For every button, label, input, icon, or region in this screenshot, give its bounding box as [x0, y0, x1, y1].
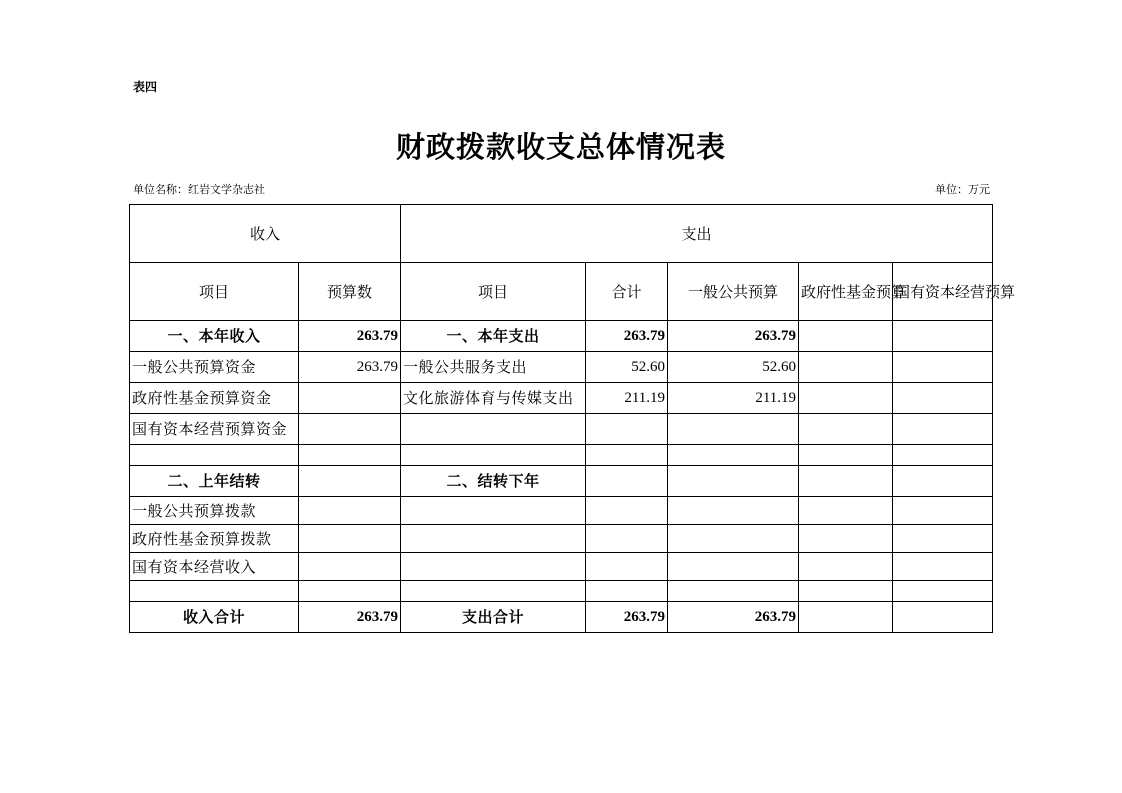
income-item-cell: 政府性基金预算拨款 — [130, 525, 299, 553]
expense-state-cell — [893, 581, 993, 602]
total-row — [130, 602, 993, 633]
income-budget-cell — [299, 414, 401, 445]
expense-item-cell — [401, 581, 586, 602]
expense-fund-cell — [799, 445, 893, 466]
budget-table — [129, 204, 1016, 633]
income-item-cell — [130, 581, 299, 602]
income-item-cell: 国有资本经营预算资金 — [130, 414, 299, 445]
income-total-value: 263.79 — [299, 602, 401, 633]
income-budget-cell — [299, 383, 401, 414]
expense-general-cell: 52.60 — [668, 352, 799, 383]
income-item-cell: 一般公共预算拨款 — [130, 497, 299, 525]
expense-total-cell — [586, 414, 668, 445]
income-budget-cell — [299, 466, 401, 497]
table-row — [130, 553, 993, 581]
income-budget-header: 预算数 — [299, 263, 401, 321]
expense-total-cell — [586, 445, 668, 466]
income-budget-cell — [299, 553, 401, 581]
header-row-group — [130, 205, 993, 263]
income-item-cell: 一、本年收入 — [130, 321, 299, 352]
expense-general-cell — [668, 414, 799, 445]
table-row — [130, 445, 993, 466]
table-row — [130, 581, 993, 602]
header-row-columns — [130, 263, 993, 321]
expense-fund-cell — [799, 581, 893, 602]
expense-fund-cell — [799, 352, 893, 383]
income-group-header: 收入 — [130, 205, 401, 263]
expense-item-header: 项目 — [401, 263, 586, 321]
expense-state-cell — [893, 466, 993, 497]
income-budget-cell: 263.79 — [299, 321, 401, 352]
expense-item-cell — [401, 497, 586, 525]
expense-state-cell — [893, 383, 993, 414]
expense-total-cell: 52.60 — [586, 352, 668, 383]
income-total-label: 收入合计 — [130, 602, 299, 633]
expense-item-cell — [401, 445, 586, 466]
table-row — [130, 466, 993, 497]
expense-total-cell: 263.79 — [586, 321, 668, 352]
expense-general-cell — [668, 553, 799, 581]
expense-general-cell: 263.79 — [668, 321, 799, 352]
table-row — [130, 321, 993, 352]
unit-label: 单位：万元 — [935, 183, 990, 196]
expense-total-cell — [586, 466, 668, 497]
expense-general-cell — [668, 581, 799, 602]
expense-state-cell — [893, 553, 993, 581]
income-budget-cell — [299, 525, 401, 553]
expense-item-cell — [401, 414, 586, 445]
expense-fund-total — [799, 602, 893, 633]
table-row — [130, 352, 993, 383]
expense-group-header: 支出 — [401, 205, 993, 263]
expense-state-total — [893, 602, 993, 633]
page-title: 财政拨款收支总体情况表 — [395, 130, 726, 164]
income-item-cell: 二、上年结转 — [130, 466, 299, 497]
expense-total-cell — [586, 581, 668, 602]
expense-state-cell — [893, 352, 993, 383]
expense-total-cell — [586, 553, 668, 581]
expense-total-header: 合计 — [586, 263, 668, 321]
expense-state-header: 国有资本经营预算 — [893, 263, 993, 321]
expense-fund-cell — [799, 466, 893, 497]
expense-state-cell — [893, 445, 993, 466]
expense-state-cell — [893, 497, 993, 525]
expense-fund-cell — [799, 525, 893, 553]
expense-item-cell: 二、结转下年 — [401, 466, 586, 497]
table-label: 表四 — [133, 80, 158, 94]
expense-general-cell — [668, 525, 799, 553]
expense-general-total: 263.79 — [668, 602, 799, 633]
income-item-cell: 政府性基金预算资金 — [130, 383, 299, 414]
unit-name: 单位名称：红岩文学杂志社 — [133, 183, 265, 196]
table-row — [130, 525, 993, 553]
income-item-cell — [130, 445, 299, 466]
income-item-cell: 国有资本经营收入 — [130, 553, 299, 581]
expense-general-cell — [668, 445, 799, 466]
expense-total-value: 263.79 — [586, 602, 668, 633]
table-row — [130, 414, 993, 445]
expense-general-cell — [668, 466, 799, 497]
expense-item-cell — [401, 553, 586, 581]
expense-general-cell: 211.19 — [668, 383, 799, 414]
expense-item-cell: 文化旅游体育与传媒支出 — [401, 383, 586, 414]
expense-total-label: 支出合计 — [401, 602, 586, 633]
table-row — [130, 383, 993, 414]
expense-fund-header: 政府性基金预算 — [799, 263, 893, 321]
table-row — [130, 497, 993, 525]
expense-fund-cell — [799, 553, 893, 581]
expense-item-cell: 一、本年支出 — [401, 321, 586, 352]
income-budget-cell: 263.79 — [299, 352, 401, 383]
expense-state-cell — [893, 525, 993, 553]
expense-total-cell — [586, 497, 668, 525]
income-item-header: 项目 — [130, 263, 299, 321]
expense-general-header: 一般公共预算 — [668, 263, 799, 321]
expense-total-cell — [586, 525, 668, 553]
expense-fund-cell — [799, 497, 893, 525]
expense-fund-cell — [799, 321, 893, 352]
expense-total-cell: 211.19 — [586, 383, 668, 414]
income-budget-cell — [299, 581, 401, 602]
expense-general-cell — [668, 497, 799, 525]
expense-item-cell — [401, 525, 586, 553]
expense-fund-cell — [799, 414, 893, 445]
income-item-cell: 一般公共预算资金 — [130, 352, 299, 383]
expense-item-cell: 一般公共服务支出 — [401, 352, 586, 383]
income-budget-cell — [299, 497, 401, 525]
expense-state-cell — [893, 414, 993, 445]
expense-fund-cell — [799, 383, 893, 414]
expense-state-cell — [893, 321, 993, 352]
income-budget-cell — [299, 445, 401, 466]
